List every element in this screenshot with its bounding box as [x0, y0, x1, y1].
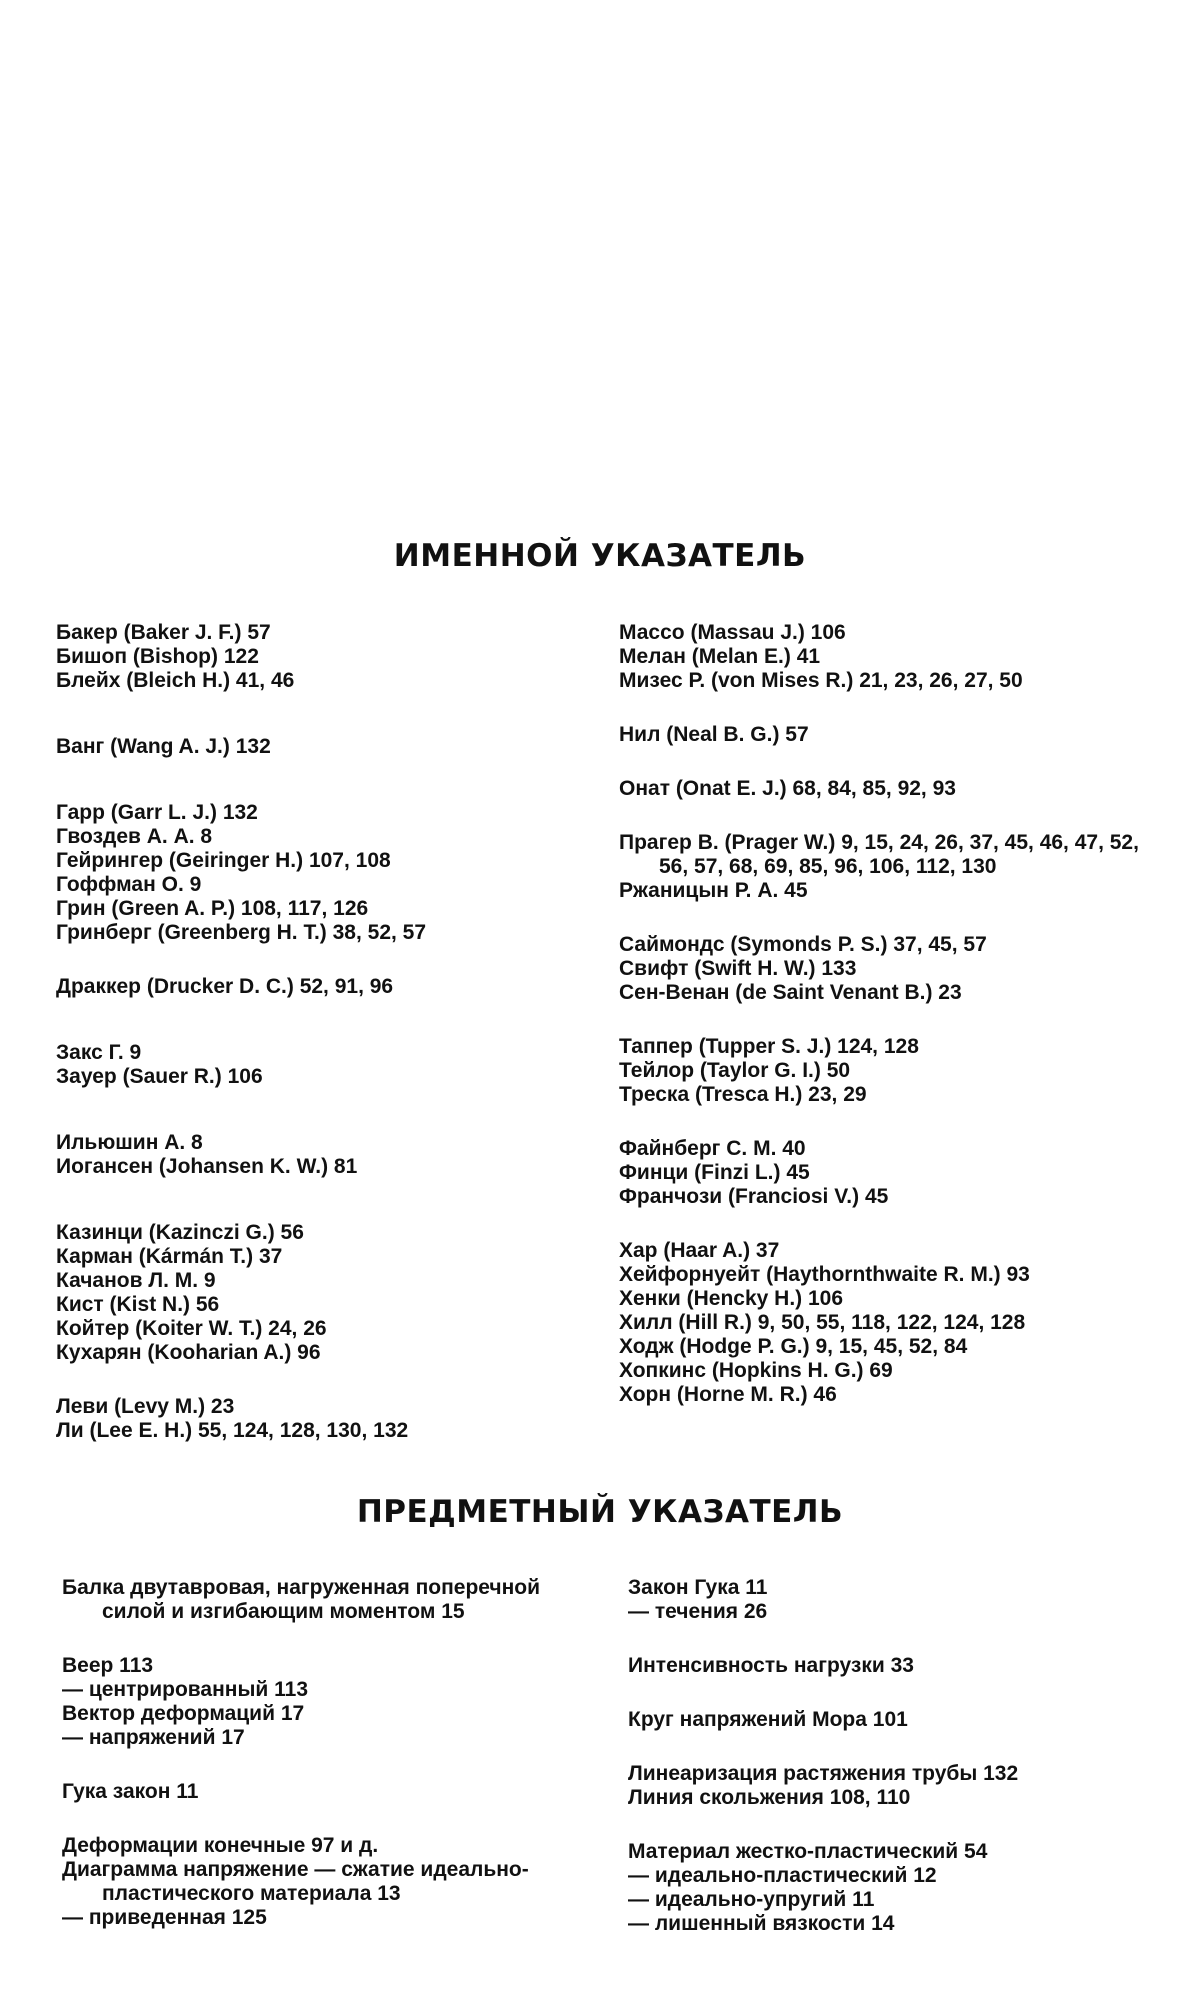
index-entry: Ли (Lee E. H.) 55, 124, 128, 130, 132	[56, 1419, 409, 1442]
index-entry: Иогансен (Johansen K. W.) 81	[56, 1155, 358, 1178]
index-entry: Бишоп (Bishop) 122	[56, 645, 259, 668]
index-entry: Материал жестко-пластический 54	[628, 1840, 988, 1863]
index-entry: Кухарян (Kooharian A.) 96	[56, 1341, 321, 1364]
name-index-title: ИМЕННОЙ УКАЗАТЕЛЬ	[393, 538, 807, 574]
index-entry: Таппер (Tupper S. J.) 124, 128	[619, 1035, 919, 1058]
index-entry: — идеально-пластический 12	[628, 1864, 937, 1887]
index-entry: Гринберг (Greenberg H. T.) 38, 52, 57	[56, 921, 427, 944]
index-entry: Зауер (Sauer R.) 106	[56, 1065, 263, 1088]
index-entry: — идеально-упругий 11	[628, 1888, 875, 1911]
index-entry: Гарр (Garr L. J.) 132	[56, 801, 258, 824]
subject-index-left-column	[62, 1576, 582, 1930]
index-entry: Блейх (Bleich H.) 41, 46	[56, 669, 295, 692]
index-entry: Карман (Kármán T.) 37	[56, 1245, 283, 1268]
index-entry: Свифт (Swift H. W.) 133	[619, 957, 857, 980]
index-entry: Ходж (Hodge P. G.) 9, 15, 45, 52, 84	[619, 1335, 968, 1358]
index-entry: Прагер В. (Prager W.) 9, 15, 24, 26, 37, 45, 46, 47, 52, 56, 57, 68, 69, 85, 96, 106, 112, 130	[619, 831, 1139, 878]
index-entry: Франчози (Franciosi V.) 45	[619, 1185, 889, 1208]
index-entry: Финци (Finzi L.) 45	[619, 1161, 810, 1184]
index-entry: Хопкинс (Hopkins H. G.) 69	[619, 1359, 893, 1382]
index-entry: Деформации конечные 97 и д.	[62, 1834, 379, 1857]
index-entry: Балка двутавровая, нагруженная поперечной силой и изгибающим моментом 15	[62, 1576, 541, 1623]
index-entry: Ванг (Wang A. J.) 132	[56, 735, 271, 758]
index-entry: Гвоздев А. А. 8	[56, 825, 213, 848]
index-entry: Леви (Levy M.) 23	[56, 1395, 235, 1418]
subject-index-right-column	[628, 1576, 1148, 1936]
index-entry: Файнберг С. М. 40	[619, 1137, 806, 1160]
index-entry: — приведенная 125	[62, 1906, 267, 1929]
index-entry: Хейфорнуейт (Haythornthwaite R. M.) 93	[619, 1263, 1030, 1286]
index-entry: Онат (Onat E. J.) 68, 84, 85, 92, 93	[619, 777, 956, 800]
index-entry: Диаграмма напряжение — сжатие идеально-пластического материала 13	[62, 1858, 529, 1905]
index-entry: Гоффман О. 9	[56, 873, 202, 896]
index-entry: Хилл (Hill R.) 9, 50, 55, 118, 122, 124, 128	[619, 1311, 1026, 1334]
subject-index-title: ПРЕДМЕТНЫЙ УКАЗАТЕЛЬ	[356, 1494, 844, 1530]
index-entry: Тейлор (Taylor G. I.) 50	[619, 1059, 851, 1082]
index-entry: Интенсивность нагрузки 33	[628, 1654, 914, 1677]
index-entry: Бакер (Baker J. F.) 57	[56, 621, 271, 644]
index-entry: Вектор деформаций 17	[62, 1702, 305, 1725]
index-entry: Гейрингер (Geiringer H.) 107, 108	[56, 849, 391, 872]
index-entry: Саймондс (Symonds P. S.) 37, 45, 57	[619, 933, 987, 956]
index-entry: Треска (Tresca H.) 23, 29	[619, 1083, 867, 1106]
index-entry: Кист (Kist N.) 56	[56, 1293, 220, 1316]
index-entry: Веер 113	[62, 1654, 154, 1677]
index-entry: Драккер (Drucker D. C.) 52, 91, 96	[56, 975, 394, 998]
index-entry: Сен-Венан (de Saint Venant B.) 23	[619, 981, 962, 1004]
index-entry: Массо (Massau J.) 106	[619, 621, 846, 644]
index-entry: Закс Г. 9	[56, 1041, 142, 1064]
index-entry: Койтер (Koiter W. T.) 24, 26	[56, 1317, 327, 1340]
index-entry: Хенки (Hencky H.) 106	[619, 1287, 844, 1310]
index-entry: — лишенный вязкости 14	[628, 1912, 895, 1935]
name-index-left-column	[56, 621, 581, 1443]
index-entry: Закон Гука 11	[628, 1576, 768, 1599]
index-entry: Мелан (Melan E.) 41	[619, 645, 821, 668]
index-entry: Линеаризация растяжения трубы 132	[628, 1762, 1019, 1785]
index-entry: Круг напряжений Мора 101	[628, 1708, 908, 1731]
index-entry: Линия скольжения 108, 110	[628, 1786, 911, 1809]
index-entry: — течения 26	[628, 1600, 768, 1623]
name-index-right-column	[619, 621, 1144, 1407]
index-entry: — напряжений 17	[62, 1726, 245, 1749]
index-entry: Грин (Green A. P.) 108, 117, 126	[56, 897, 369, 920]
index-entry: — центрированный 113	[62, 1678, 309, 1701]
index-entry: Хорн (Horne M. R.) 46	[619, 1383, 837, 1406]
index-entry: Качанов Л. М. 9	[56, 1269, 216, 1292]
index-entry: Хар (Haar A.) 37	[619, 1239, 780, 1262]
index-entry: Мизес Р. (von Mises R.) 21, 23, 26, 27, 50	[619, 669, 1023, 692]
index-entry: Казинци (Kazinczi G.) 56	[56, 1221, 304, 1244]
index-entry: Ильюшин А. 8	[56, 1131, 203, 1154]
index-entry: Ржаницын Р. А. 45	[619, 879, 808, 902]
index-entry: Нил (Neal B. G.) 57	[619, 723, 809, 746]
index-entry: Гука закон 11	[62, 1780, 199, 1803]
